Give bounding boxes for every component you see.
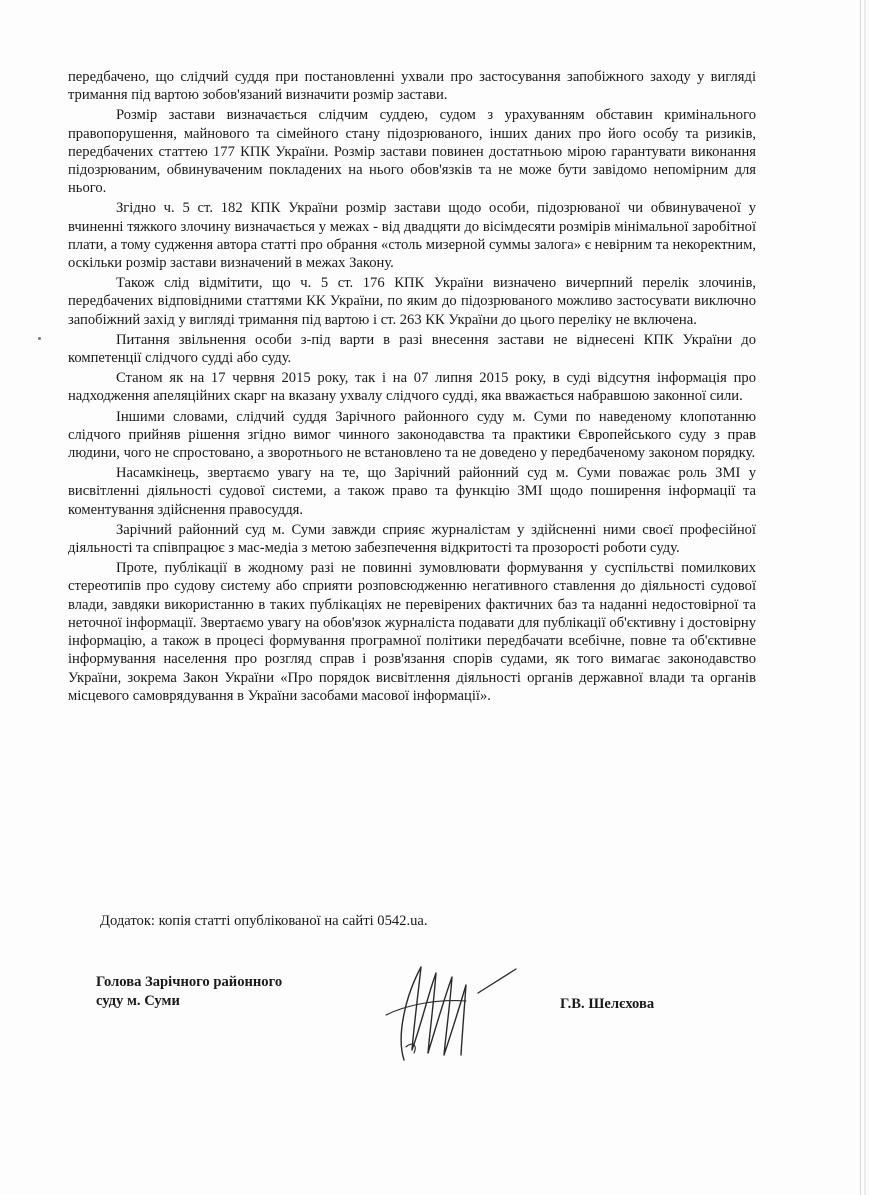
signer-name: Г.В. Шелєхова xyxy=(560,996,655,1012)
paragraph-5: Питання звільнення особи з-під варти в разі внесення застави не віднесені КПК України до компетенції слідчого судді або суду. xyxy=(68,331,756,367)
appendix-note: Додаток: копія статті опублікованої на сайті 0542.ua. xyxy=(100,913,428,929)
paragraph-6: Станом як на 17 червня 2015 року, так і на 07 липня 2015 року, в суді відсутня інформація про надходження апеляційних скарг на вказану ухвалу слідчого судді, яка вважається набравшою законної сили. xyxy=(68,370,756,405)
paragraph-4: Також слід відмітити, що ч. 5 ст. 176 КПК України визначено вичерпний перелік злочинів, передбачених відповідними статтями КК України, по яким до підозрюваного можливо застосувати виключно запобіжний захід у вигляді тримання під вартою і ст. 263 КК України до цього переліку не включена. xyxy=(68,275,756,328)
handwritten-signature xyxy=(366,955,526,1065)
paragraph-7: Іншими словами, слідчий суддя Зарічного районного суду м. Суми по наведеному клопотанню слідчого прийняв рішення згідно вимог чинного законодавства та практики Європейського суду з прав людини, чого не спростовано, а зворотнього не встановлено та не доведено у передбаченому законом порядку. xyxy=(68,408,756,462)
paragraph-3: Згідно ч. 5 ст. 182 КПК України розмір застави щодо особи, підозрюваної чи обвинуваченої у вчиненні тяжкого злочину визначається у межах - від двадцяти до вісімдесяти розмірів мінімальної заробітної плати, а тому судження автора статті про обрання «столь мизерной суммы залога» є невірним та некоректним, оскільки розмір застави визначений в межах Закону. xyxy=(68,200,756,272)
paragraph-2: Розмір застави визначається слідчим суддею, судом з урахуванням обставин кримінального правопорушення, майнового та сімейного стану підозрюваного, інших даних про його особу та ризиків, передбачених статтею 177 КПК України. Розмір застави повинен достатньою мірою гарантувати виконання підозрюваним, обвинуваченим покладених на нього обов'язків та не може бути завідомо непомірним для нього. xyxy=(68,107,756,197)
scan-edge xyxy=(860,0,861,1195)
paragraph-9: Зарічний районний суд м. Суми завжди сприяє журналістам у здійсненні ними своєї професійної діяльності та співпрацює з мас-медіа з метою забезпечення відкритості та прозорості роботи суду. xyxy=(68,521,756,557)
signer-title xyxy=(96,973,282,1011)
signer-title-line-1: Голова Зарічного районного xyxy=(96,974,283,990)
signer-title-line-2: суду м. Суми xyxy=(96,993,180,1009)
scan-speck xyxy=(38,337,41,340)
paragraph-10: Проте, публікації в жодному разі не повинні зумовлювати формування у суспільстві помилкових стереотипів про судову систему або сприяти розповсюдженню негативного ставлення до діяльності судової влади, завдяки використанню в таких публікаціях не перевірених фактичних баз та наданні недостовірної та неточної інформації. Звертаємо увагу на обов'язок журналіста подавати для публікації об'єктивну і достовірну інформацію, а також в процесі формування програмної політики передбачати всебічне, повне та об'єктивне інформування населення про розгляд справ і розв'язання спорів судами, як того вимагає законодавство України, зокрема Закон України «Про порядок висвітлення діяльності органів державної влади та органів місцевого самоврядування в України засобами масової інформації». xyxy=(68,560,756,704)
letter-body xyxy=(68,68,756,707)
scan-edge-shadow xyxy=(864,0,866,1195)
paragraph-8: Насамкінець, звертаємо увагу на те, що Зарічний районний суд м. Суми поважає роль ЗМІ у висвітленні діяльності судової системи, а також право та функцію ЗМІ щодо поширення інформації та коментування здійснення правосуддя. xyxy=(68,465,756,518)
paragraph-1: передбачено, що слідчий суддя при постановленні ухвали про застосування запобіжного заходу у вигляді тримання під вартою зобов'язаний визначити розмір застави. xyxy=(68,69,756,104)
